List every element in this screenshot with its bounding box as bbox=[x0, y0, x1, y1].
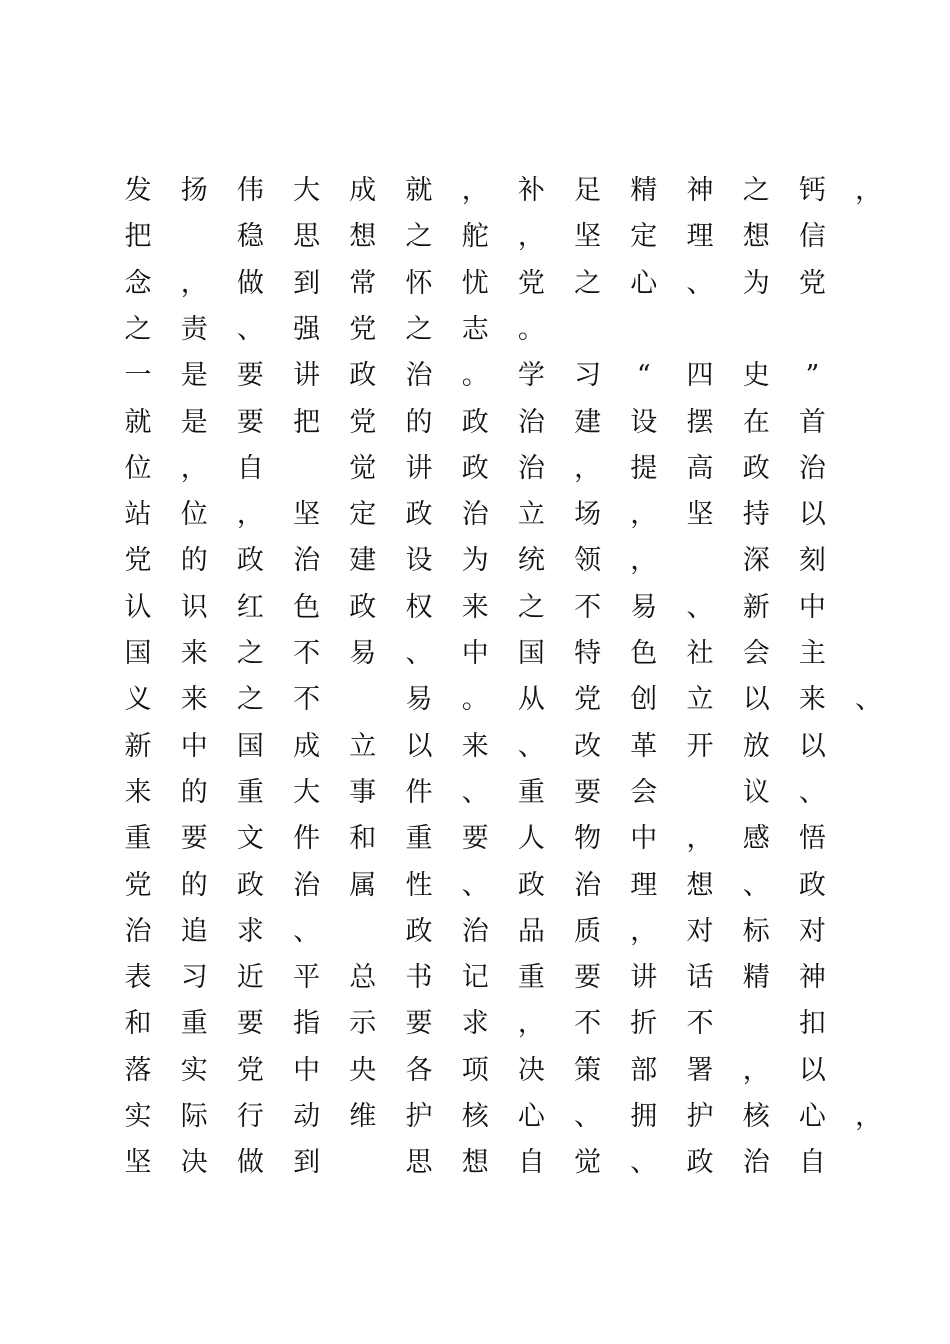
text-char: 性 bbox=[405, 869, 433, 901]
text-char: 坚 bbox=[686, 499, 714, 531]
text-char: 以 bbox=[798, 1054, 826, 1086]
text-char: 自 bbox=[236, 452, 264, 484]
text-char: 中 bbox=[798, 591, 826, 623]
text-char: 政 bbox=[798, 869, 826, 901]
text-char: 以 bbox=[798, 499, 826, 531]
text-char: 定 bbox=[349, 499, 377, 531]
text-char: 政 bbox=[517, 869, 545, 901]
text-char: 站 bbox=[124, 499, 152, 531]
text-char: 对 bbox=[686, 915, 714, 947]
text-char: 立 bbox=[686, 684, 714, 716]
text-char: 不 bbox=[574, 591, 602, 623]
text-char: 国 bbox=[517, 638, 545, 669]
text-char: 为 bbox=[742, 267, 770, 299]
text-char: 深 bbox=[742, 545, 770, 577]
text-char: 党 bbox=[124, 545, 152, 577]
text-char: ， bbox=[855, 175, 883, 206]
text-char: ， bbox=[574, 452, 602, 484]
text-char: 、 bbox=[461, 776, 489, 808]
text-char: 讲 bbox=[630, 962, 658, 994]
text-char: ， bbox=[630, 915, 658, 947]
text-char: 精 bbox=[630, 175, 658, 206]
text-char: 以 bbox=[405, 730, 433, 762]
text-char: 扬 bbox=[180, 175, 208, 206]
text-char: 权 bbox=[405, 591, 433, 623]
text-char: 之 bbox=[405, 221, 433, 253]
text-char: 习 bbox=[180, 962, 208, 994]
text-char: 念 bbox=[124, 267, 152, 299]
text-line bbox=[0, 770, 950, 816]
text-char: ， bbox=[855, 1101, 883, 1132]
text-char: 场 bbox=[574, 499, 602, 531]
text-char: 想 bbox=[349, 221, 377, 253]
text-char: 易 bbox=[630, 591, 658, 623]
text-char: 统 bbox=[517, 545, 545, 577]
text-char: 把 bbox=[293, 406, 321, 438]
text-char: 、 bbox=[742, 869, 770, 901]
text-char: 常 bbox=[349, 267, 377, 299]
text-char: 维 bbox=[349, 1101, 377, 1132]
text-char: 的 bbox=[405, 406, 433, 438]
text-char: 近 bbox=[236, 962, 264, 994]
text-char: 议 bbox=[742, 776, 770, 808]
text-char: 新 bbox=[742, 591, 770, 623]
text-line bbox=[0, 353, 950, 399]
text-char: 平 bbox=[293, 962, 321, 994]
text-char: 重 bbox=[124, 823, 152, 855]
text-line bbox=[0, 1048, 950, 1094]
text-char: 人 bbox=[517, 823, 545, 855]
text-char: 决 bbox=[517, 1054, 545, 1086]
text-char: 习 bbox=[574, 360, 602, 392]
text-char: 质 bbox=[574, 915, 602, 947]
text-line bbox=[0, 446, 950, 492]
text-char: 讲 bbox=[405, 452, 433, 484]
text-char: 事 bbox=[349, 776, 377, 808]
text-char: 主 bbox=[798, 638, 826, 669]
text-char: 治 bbox=[405, 360, 433, 392]
text-char: 坚 bbox=[293, 499, 321, 531]
text-line bbox=[0, 631, 950, 677]
text-char: 大 bbox=[293, 175, 321, 206]
text-line bbox=[0, 492, 950, 538]
text-char: 钙 bbox=[798, 175, 826, 206]
text-char: 义 bbox=[124, 684, 152, 716]
text-char: ， bbox=[180, 267, 208, 299]
text-char: 足 bbox=[574, 175, 602, 206]
text-char: ， bbox=[236, 499, 264, 531]
text-line bbox=[0, 400, 950, 446]
text-char: ， bbox=[630, 545, 658, 577]
text-char: 治 bbox=[517, 406, 545, 438]
text-char: 实 bbox=[180, 1054, 208, 1086]
text-char: 设 bbox=[630, 406, 658, 438]
text-char: 对 bbox=[798, 915, 826, 947]
text-char: 位 bbox=[124, 452, 152, 484]
text-char: ， bbox=[517, 1008, 545, 1040]
text-char: 策 bbox=[574, 1054, 602, 1086]
text-char: 之 bbox=[236, 638, 264, 669]
text-char: 重 bbox=[517, 776, 545, 808]
text-char: 记 bbox=[461, 962, 489, 994]
text-char: 治 bbox=[293, 869, 321, 901]
text-char: 治 bbox=[742, 1147, 770, 1179]
text-char: 重 bbox=[517, 962, 545, 994]
text-char: 怀 bbox=[405, 267, 433, 299]
text-char: 做 bbox=[236, 1147, 264, 1179]
text-char: 际 bbox=[180, 1101, 208, 1132]
text-char: 话 bbox=[686, 962, 714, 994]
text-char: 之 bbox=[405, 313, 433, 345]
text-line bbox=[0, 816, 950, 862]
text-char: 想 bbox=[461, 1147, 489, 1179]
text-char: 之 bbox=[236, 684, 264, 716]
text-char: 不 bbox=[293, 638, 321, 669]
text-char: 定 bbox=[630, 221, 658, 253]
text-char: 要 bbox=[461, 823, 489, 855]
text-char: 党 bbox=[574, 684, 602, 716]
text-char: 文 bbox=[236, 823, 264, 855]
text-char: 之 bbox=[742, 175, 770, 206]
text-char: 领 bbox=[574, 545, 602, 577]
text-char: 刻 bbox=[798, 545, 826, 577]
text-char: 舵 bbox=[461, 221, 489, 253]
text-char: 政 bbox=[405, 915, 433, 947]
text-char: 总 bbox=[349, 962, 377, 994]
text-line bbox=[0, 261, 950, 307]
text-char: 治 bbox=[517, 452, 545, 484]
text-char: 感 bbox=[742, 823, 770, 855]
text-char: 要 bbox=[405, 1008, 433, 1040]
text-char: 会 bbox=[630, 776, 658, 808]
text-char: 从 bbox=[517, 684, 545, 716]
text-line bbox=[0, 1001, 950, 1047]
text-char: ， bbox=[742, 1054, 770, 1086]
text-char: 国 bbox=[124, 638, 152, 669]
text-char: 党 bbox=[124, 869, 152, 901]
text-char: 署 bbox=[686, 1054, 714, 1086]
text-char: 坚 bbox=[124, 1147, 152, 1179]
text-char: 中 bbox=[180, 730, 208, 762]
text-char: 想 bbox=[686, 869, 714, 901]
text-char: 要 bbox=[574, 962, 602, 994]
text-char: 忧 bbox=[461, 267, 489, 299]
text-char: 决 bbox=[180, 1147, 208, 1179]
text-char: 补 bbox=[517, 175, 545, 206]
text-line bbox=[0, 538, 950, 584]
text-char: 神 bbox=[686, 175, 714, 206]
text-char: 大 bbox=[293, 776, 321, 808]
text-char: 以 bbox=[798, 730, 826, 762]
text-char: 自 bbox=[517, 1147, 545, 1179]
text-char: 拥 bbox=[630, 1101, 658, 1132]
text-char: 来 bbox=[180, 638, 208, 669]
text-char: 治 bbox=[461, 499, 489, 531]
text-char: 觉 bbox=[574, 1147, 602, 1179]
text-char: 、 bbox=[574, 1101, 602, 1132]
text-char: 标 bbox=[742, 915, 770, 947]
text-char: 创 bbox=[630, 684, 658, 716]
text-line bbox=[0, 1140, 950, 1186]
text-char: 就 bbox=[405, 175, 433, 206]
text-char: 和 bbox=[349, 823, 377, 855]
text-char: 易 bbox=[349, 638, 377, 669]
text-char: 、 bbox=[798, 776, 826, 808]
text-char: 的 bbox=[180, 776, 208, 808]
text-char: 觉 bbox=[349, 452, 377, 484]
text-char: 的 bbox=[180, 545, 208, 577]
text-char: ， bbox=[180, 452, 208, 484]
text-char: 摆 bbox=[686, 406, 714, 438]
text-char: 理 bbox=[630, 869, 658, 901]
text-char: 到 bbox=[293, 1147, 321, 1179]
text-char: 国 bbox=[236, 730, 264, 762]
text-char: “ bbox=[636, 360, 651, 392]
text-char: 自 bbox=[798, 1147, 826, 1179]
text-char: 要 bbox=[236, 406, 264, 438]
text-char: 在 bbox=[742, 406, 770, 438]
text-char: 红 bbox=[236, 591, 264, 623]
text-char: 政 bbox=[742, 452, 770, 484]
text-char: 认 bbox=[124, 591, 152, 623]
text-char: 、 bbox=[686, 267, 714, 299]
text-line bbox=[0, 909, 950, 955]
text-char: 不 bbox=[686, 1008, 714, 1040]
text-char: 求 bbox=[461, 1008, 489, 1040]
text-char: 发 bbox=[124, 175, 152, 206]
text-char: 、 bbox=[517, 730, 545, 762]
text-char: 部 bbox=[630, 1054, 658, 1086]
text-char: 政 bbox=[461, 452, 489, 484]
text-char: 思 bbox=[293, 221, 321, 253]
text-char: 品 bbox=[517, 915, 545, 947]
text-char: 重 bbox=[180, 1008, 208, 1040]
text-line bbox=[0, 863, 950, 909]
text-char: 扣 bbox=[798, 1008, 826, 1040]
text-char: 位 bbox=[180, 499, 208, 531]
text-char: 之 bbox=[574, 267, 602, 299]
text-char: 、 bbox=[293, 915, 321, 947]
text-char: ， bbox=[517, 221, 545, 253]
text-char: 件 bbox=[293, 823, 321, 855]
text-line bbox=[0, 955, 950, 1001]
text-char: 革 bbox=[630, 730, 658, 762]
text-char: 一 bbox=[124, 360, 152, 392]
text-char: 精 bbox=[742, 962, 770, 994]
text-char: 把 bbox=[124, 221, 152, 253]
text-char: 示 bbox=[349, 1008, 377, 1040]
text-char: 要 bbox=[236, 360, 264, 392]
text-char: 重 bbox=[405, 823, 433, 855]
text-char: 党 bbox=[349, 406, 377, 438]
text-char: 党 bbox=[349, 313, 377, 345]
text-char: 动 bbox=[293, 1101, 321, 1132]
text-line bbox=[0, 214, 950, 260]
text-char: 志 bbox=[461, 313, 489, 345]
text-char: 责 bbox=[180, 313, 208, 345]
text-char: 成 bbox=[293, 730, 321, 762]
text-char: 党 bbox=[517, 267, 545, 299]
text-line bbox=[0, 677, 950, 723]
text-char: 成 bbox=[349, 175, 377, 206]
text-char: 理 bbox=[686, 221, 714, 253]
text-char: ” bbox=[805, 360, 820, 392]
text-char: 是 bbox=[180, 406, 208, 438]
text-char: 政 bbox=[349, 360, 377, 392]
text-char: 和 bbox=[124, 1008, 152, 1040]
text-char: 指 bbox=[293, 1008, 321, 1040]
text-char: 。 bbox=[461, 360, 489, 392]
text-char: 、 bbox=[405, 638, 433, 669]
text-char: 、 bbox=[686, 591, 714, 623]
text-char: 重 bbox=[236, 776, 264, 808]
text-char: 之 bbox=[517, 591, 545, 623]
text-char: 色 bbox=[293, 591, 321, 623]
text-char: 伟 bbox=[236, 175, 264, 206]
text-char: 折 bbox=[630, 1008, 658, 1040]
text-line bbox=[0, 1094, 950, 1140]
text-char: 要 bbox=[574, 776, 602, 808]
text-char: 。 bbox=[461, 684, 489, 716]
text-char: 悟 bbox=[798, 823, 826, 855]
text-char: 坚 bbox=[574, 221, 602, 253]
text-char: 实 bbox=[124, 1101, 152, 1132]
text-char: 做 bbox=[236, 267, 264, 299]
text-char: 中 bbox=[293, 1054, 321, 1086]
text-char: 政 bbox=[349, 591, 377, 623]
text-char: 护 bbox=[686, 1101, 714, 1132]
text-char: 持 bbox=[742, 499, 770, 531]
text-char: 立 bbox=[349, 730, 377, 762]
text-char: 提 bbox=[630, 452, 658, 484]
text-char: ， bbox=[461, 175, 489, 206]
text-char: 书 bbox=[405, 962, 433, 994]
text-char: 学 bbox=[517, 360, 545, 392]
text-char: ， bbox=[686, 823, 714, 855]
text-char: 首 bbox=[798, 406, 826, 438]
text-char: 心 bbox=[630, 267, 658, 299]
text-char: 落 bbox=[124, 1054, 152, 1086]
text-char: 是 bbox=[180, 360, 208, 392]
text-char: 四 bbox=[686, 360, 714, 392]
text-char: 治 bbox=[574, 869, 602, 901]
text-char: 史 bbox=[742, 360, 770, 392]
text-char: 项 bbox=[461, 1054, 489, 1086]
text-char: 特 bbox=[574, 638, 602, 669]
text-char: 的 bbox=[180, 869, 208, 901]
text-char: 来 bbox=[798, 684, 826, 716]
text-char: 识 bbox=[180, 591, 208, 623]
text-char: 立 bbox=[517, 499, 545, 531]
text-char: 各 bbox=[405, 1054, 433, 1086]
text-char: 就 bbox=[124, 406, 152, 438]
text-char: 放 bbox=[742, 730, 770, 762]
text-char: 、 bbox=[630, 1147, 658, 1179]
text-char: 政 bbox=[236, 545, 264, 577]
text-char: 央 bbox=[349, 1054, 377, 1086]
text-char: 件 bbox=[405, 776, 433, 808]
text-char: 来 bbox=[461, 591, 489, 623]
text-char: 物 bbox=[574, 823, 602, 855]
text-line bbox=[0, 168, 950, 214]
text-char: 护 bbox=[405, 1101, 433, 1132]
text-char: 来 bbox=[180, 684, 208, 716]
text-char: 政 bbox=[405, 499, 433, 531]
text-char: 神 bbox=[798, 962, 826, 994]
text-char: 建 bbox=[574, 406, 602, 438]
text-char: 不 bbox=[293, 684, 321, 716]
text-char: 想 bbox=[742, 221, 770, 253]
text-char: 治 bbox=[798, 452, 826, 484]
text-char: 党 bbox=[236, 1054, 264, 1086]
text-char: 不 bbox=[574, 1008, 602, 1040]
text-char: 信 bbox=[798, 221, 826, 253]
text-char: 核 bbox=[742, 1101, 770, 1132]
text-line bbox=[0, 585, 950, 631]
text-char: 治 bbox=[124, 915, 152, 947]
text-char: 高 bbox=[686, 452, 714, 484]
text-char: 行 bbox=[236, 1101, 264, 1132]
text-char: 追 bbox=[180, 915, 208, 947]
text-char: 来 bbox=[461, 730, 489, 762]
text-char: 心 bbox=[798, 1101, 826, 1132]
text-char: 。 bbox=[517, 313, 545, 345]
text-char: 政 bbox=[686, 1147, 714, 1179]
text-char: 政 bbox=[236, 869, 264, 901]
text-char: 治 bbox=[461, 915, 489, 947]
text-char: 开 bbox=[686, 730, 714, 762]
text-char: 要 bbox=[180, 823, 208, 855]
text-line bbox=[0, 307, 950, 353]
text-char: 中 bbox=[630, 823, 658, 855]
text-char: 以 bbox=[742, 684, 770, 716]
text-char: 会 bbox=[742, 638, 770, 669]
text-char: ， bbox=[630, 499, 658, 531]
text-char: 强 bbox=[293, 313, 321, 345]
text-char: 治 bbox=[293, 545, 321, 577]
text-char: 新 bbox=[124, 730, 152, 762]
text-char: 来 bbox=[124, 776, 152, 808]
text-char: 要 bbox=[236, 1008, 264, 1040]
text-char: 设 bbox=[405, 545, 433, 577]
text-char: 中 bbox=[461, 638, 489, 669]
text-char: 讲 bbox=[293, 360, 321, 392]
text-char: 思 bbox=[405, 1147, 433, 1179]
text-char: 属 bbox=[349, 869, 377, 901]
text-char: 易 bbox=[405, 684, 433, 716]
text-char: 到 bbox=[293, 267, 321, 299]
text-char: 、 bbox=[855, 684, 883, 716]
text-char: 核 bbox=[461, 1101, 489, 1132]
text-char: 、 bbox=[236, 313, 264, 345]
text-char: 求 bbox=[236, 915, 264, 947]
text-char: 改 bbox=[574, 730, 602, 762]
text-char: 表 bbox=[124, 962, 152, 994]
text-char: 稳 bbox=[236, 221, 264, 253]
text-line bbox=[0, 724, 950, 770]
text-char: 党 bbox=[798, 267, 826, 299]
text-char: 之 bbox=[124, 313, 152, 345]
text-char: 政 bbox=[461, 406, 489, 438]
text-char: 、 bbox=[461, 869, 489, 901]
text-char: 为 bbox=[461, 545, 489, 577]
text-char: 心 bbox=[517, 1101, 545, 1132]
text-char: 建 bbox=[349, 545, 377, 577]
text-char: 色 bbox=[630, 638, 658, 669]
text-char: 社 bbox=[686, 638, 714, 669]
